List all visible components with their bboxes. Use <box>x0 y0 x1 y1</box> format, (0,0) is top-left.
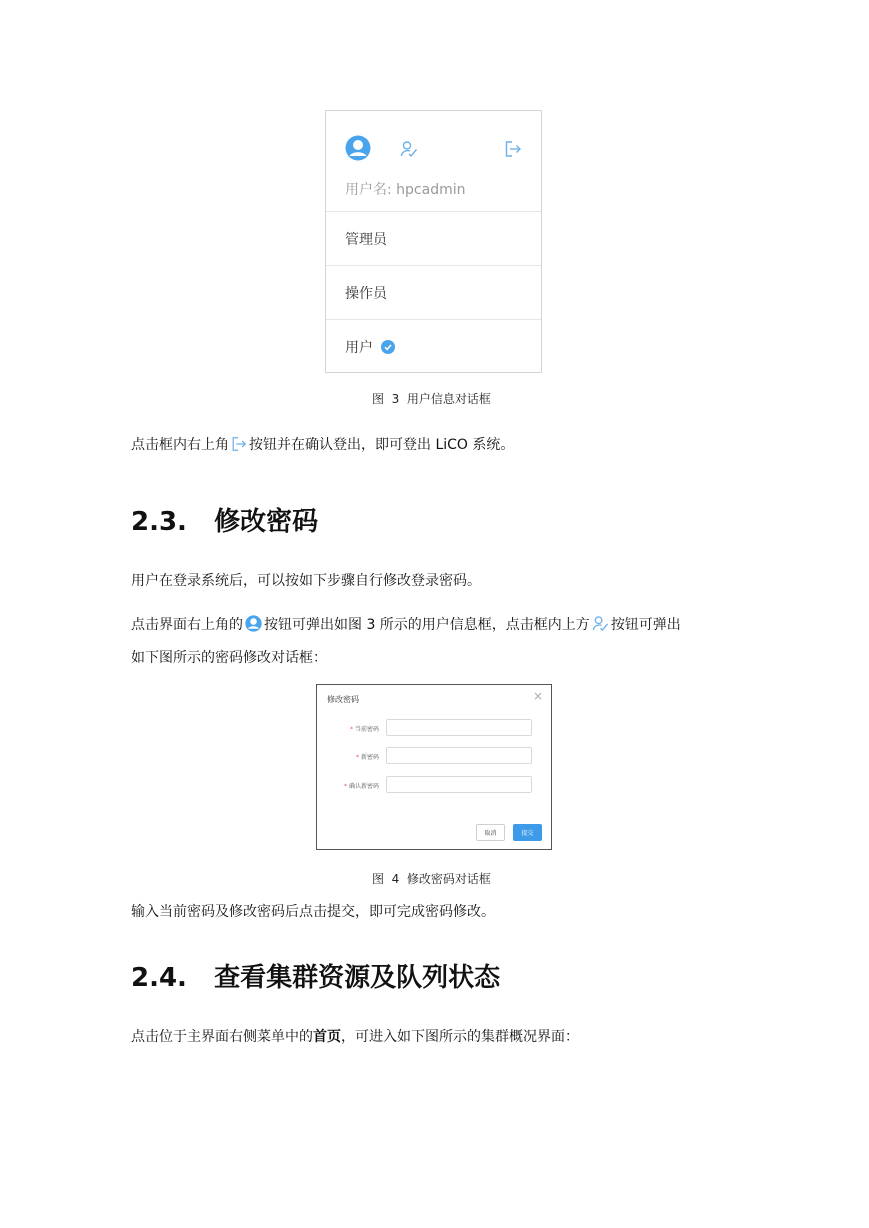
role-admin[interactable] <box>326 212 541 266</box>
role-label: 操作员 <box>345 285 387 302</box>
current-password-label: * 当前密码 <box>349 726 379 733</box>
paragraph-cluster-overview: 点击位于主界面右侧菜单中的首页，可进入如下图所示的集群概况界面： <box>131 1029 579 1045</box>
dialog-title: 修改密码 <box>327 695 359 704</box>
user-info-panel <box>325 110 542 373</box>
edit-user-icon[interactable] <box>400 140 418 162</box>
confirm-password-input[interactable] <box>386 776 532 793</box>
figure3-caption: 图 3 用户信息对话框 <box>372 392 491 406</box>
paragraph-open-dialog: 点击界面右上角的 按钮可弹出如图 3 所示的用户信息框，点击框内上方 按钮可弹出 <box>131 614 681 636</box>
check-icon <box>381 340 395 354</box>
submit-button[interactable]: 提交 <box>513 824 542 841</box>
role-label: 管理员 <box>345 231 387 248</box>
user-panel-header <box>326 111 541 212</box>
avatar-icon <box>245 615 262 636</box>
new-password-input[interactable] <box>386 747 532 764</box>
edit-user-icon <box>592 615 609 636</box>
logout-icon <box>231 436 247 456</box>
role-user[interactable] <box>326 320 541 374</box>
role-label: 用户 <box>345 340 373 356</box>
role-operator[interactable] <box>326 266 541 320</box>
logout-instruction: 点击框内右上角 按钮并在确认登出，即可登出 LiCO 系统。 <box>131 434 514 456</box>
change-password-dialog <box>316 684 552 850</box>
logout-icon[interactable] <box>504 140 522 162</box>
username-label: 用户名: hpcadmin <box>345 182 466 198</box>
cancel-button[interactable]: 取消 <box>476 824 505 841</box>
avatar-icon[interactable] <box>345 135 371 165</box>
home-menu-term: 首页 <box>313 1029 341 1045</box>
figure4-caption: 图 4 修改密码对话框 <box>372 872 491 886</box>
confirm-password-label: * 确认新密码 <box>343 783 379 790</box>
new-password-label: * 新密码 <box>355 754 379 761</box>
paragraph-open-dialog-line2: 如下图所示的密码修改对话框： <box>131 650 327 666</box>
current-password-input[interactable] <box>386 719 532 736</box>
paragraph-change-password-intro: 用户在登录系统后，可以按如下步骤自行修改登录密码。 <box>131 573 481 589</box>
close-icon[interactable]: × <box>532 689 543 703</box>
paragraph-submit-instruction: 输入当前密码及修改密码后点击提交，即可完成密码修改。 <box>131 904 495 920</box>
section-heading-2-4: 2.4. 查看集群资源及队列状态 <box>131 963 501 993</box>
section-heading-2-3: 2.3. 修改密码 <box>131 507 319 537</box>
